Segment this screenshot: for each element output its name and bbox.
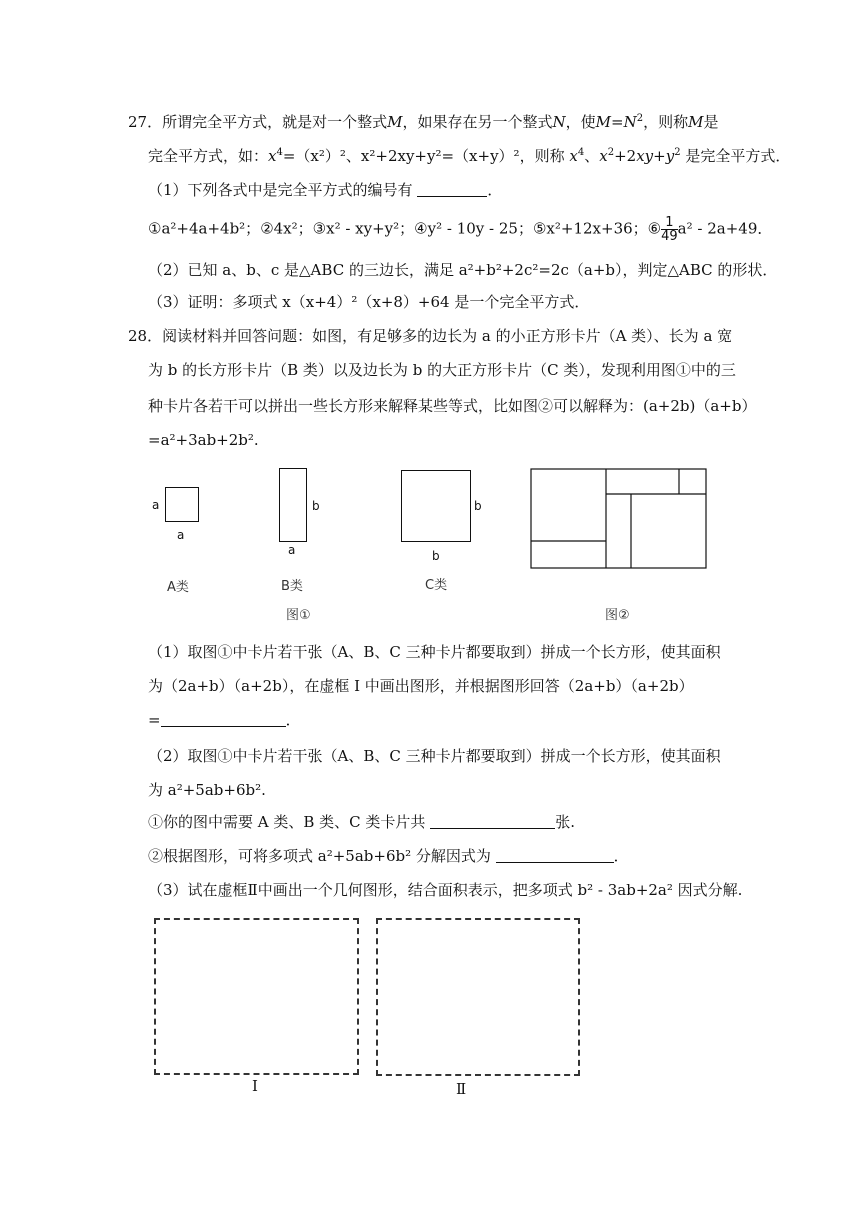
drawing-frame-1[interactable] — [154, 918, 359, 1075]
option-4: ④y² - 10y - 25； — [414, 219, 533, 238]
option-5: ⑤x²+12x+36； — [532, 219, 648, 238]
q28-part1-l1: （1）取图①中卡片若干张（A、B、C 三种卡片都要取到）拼成一个长方形，使其面积 — [148, 643, 721, 661]
card-c-bottom-label: b — [432, 549, 440, 563]
card-a-side-label: a — [152, 498, 160, 512]
q28-line2: 为 b 的长方形卡片（B 类）以及边长为 b 的大正方形卡片（C 类），发现利用图①中的三 — [148, 361, 736, 379]
q28-part2-l1: （2）取图①中卡片若干张（A、B、C 三种卡片都要取到）拼成一个长方形，使其面积 — [148, 747, 721, 765]
frame-1-label: Ⅰ — [252, 1077, 258, 1095]
card-c-square — [401, 470, 471, 542]
q27-part2: （2）已知 a、b、c 是△ABC 的三边长，满足 a²+b²+2c²=2c（a+b），判定△ABC 的形状． — [148, 261, 778, 279]
q27-line1: 27．所谓完全平方式，就是对一个整式M，如果存在另一个整式N，使$M=N^2$，则称M是 — [128, 113, 719, 131]
frame-2-label: Ⅱ — [456, 1080, 467, 1098]
card-b-bottom-label: a — [288, 543, 296, 557]
caption-a: A类 — [167, 580, 189, 595]
fig2-outer — [531, 469, 706, 568]
option-3: ③x² - xy+y²； — [312, 219, 415, 238]
card-b-side-label: b — [312, 499, 320, 513]
q27-answer-blank[interactable] — [417, 182, 487, 197]
card-b-rect — [279, 468, 307, 542]
q28-part1-l2: 为（2a+b）（a+2b），在虚框 Ⅰ 中画出图形，并根据图形回答（2a+b）（a+2b） — [148, 677, 694, 695]
card-a-square — [165, 487, 199, 522]
q28-card-count-blank[interactable] — [430, 814, 555, 829]
figure-2-diagram — [530, 468, 708, 570]
q28-number: 28． — [128, 327, 163, 345]
q27-part1: （1）下列各式中是完全平方式的编号有 ． — [148, 181, 503, 199]
q28-part1-l3: = ． — [148, 711, 301, 729]
q28-part2-s2: ②根据图形，可将多项式 a²+5ab+6b² 分解因式为 ． — [148, 847, 629, 865]
option-6: ⑥ — [647, 219, 662, 238]
q27-number: 27． — [128, 113, 163, 131]
q28-line4: =a²+3ab+2b². — [148, 431, 259, 449]
q28-part1-blank[interactable] — [161, 712, 286, 727]
drawing-frame-2[interactable] — [376, 918, 580, 1076]
caption-b: B类 — [281, 579, 303, 594]
figure-1-caption: 图① — [286, 608, 311, 623]
q27-line2: 完全平方式，如：$x^4=(x^2)^2$、x²+2xy+y²=（x+y）²，则称 $x^4$、$x^2+2xy+y^2$ 是完全平方式． — [148, 147, 791, 165]
q28-line1: 28．阅读材料并回答问题：如图，有足够多的边长为 a 的小正方形卡片（A 类）、长为 a 宽 — [128, 327, 733, 345]
q27-options: ①a²+4a+4b²；②4x²；③x² - xy+y²；④y² - 10y - 25；⑤x²+12x+36；⑥ $\frac{1}{49}$ a² - 2a+49． — [148, 215, 773, 244]
q28-part2-l2: 为 a²+5ab+6b². — [148, 781, 266, 799]
q28-line3: 种卡片各若干可以拼出一些长方形来解释某些等式，比如图②可以解释为：(a+2b)（a+b） — [148, 397, 757, 415]
option-1: ①a²+4a+4b²； — [148, 219, 261, 238]
fraction: $\frac{1}{49}$ — [661, 215, 678, 244]
card-c-side-label: b — [474, 499, 482, 513]
figure-2-caption: 图② — [605, 608, 630, 623]
q28-factor-blank[interactable] — [496, 848, 614, 863]
q28-part3: （3）试在虚框Ⅱ中画出一个几何图形，结合面积表示，把多项式 b² - 3ab+2a² 因式分解. — [148, 881, 743, 899]
q27-part3: （3）证明：多项式 x（x+4）²（x+8）+64 是一个完全平方式． — [148, 293, 590, 311]
card-a-bottom-label: a — [177, 528, 185, 542]
option-2: ②4x²； — [260, 219, 313, 238]
q28-part2-s1: ①你的图中需要 A 类、B 类、C 类卡片共 张. — [148, 813, 575, 831]
caption-c: C类 — [425, 578, 448, 593]
